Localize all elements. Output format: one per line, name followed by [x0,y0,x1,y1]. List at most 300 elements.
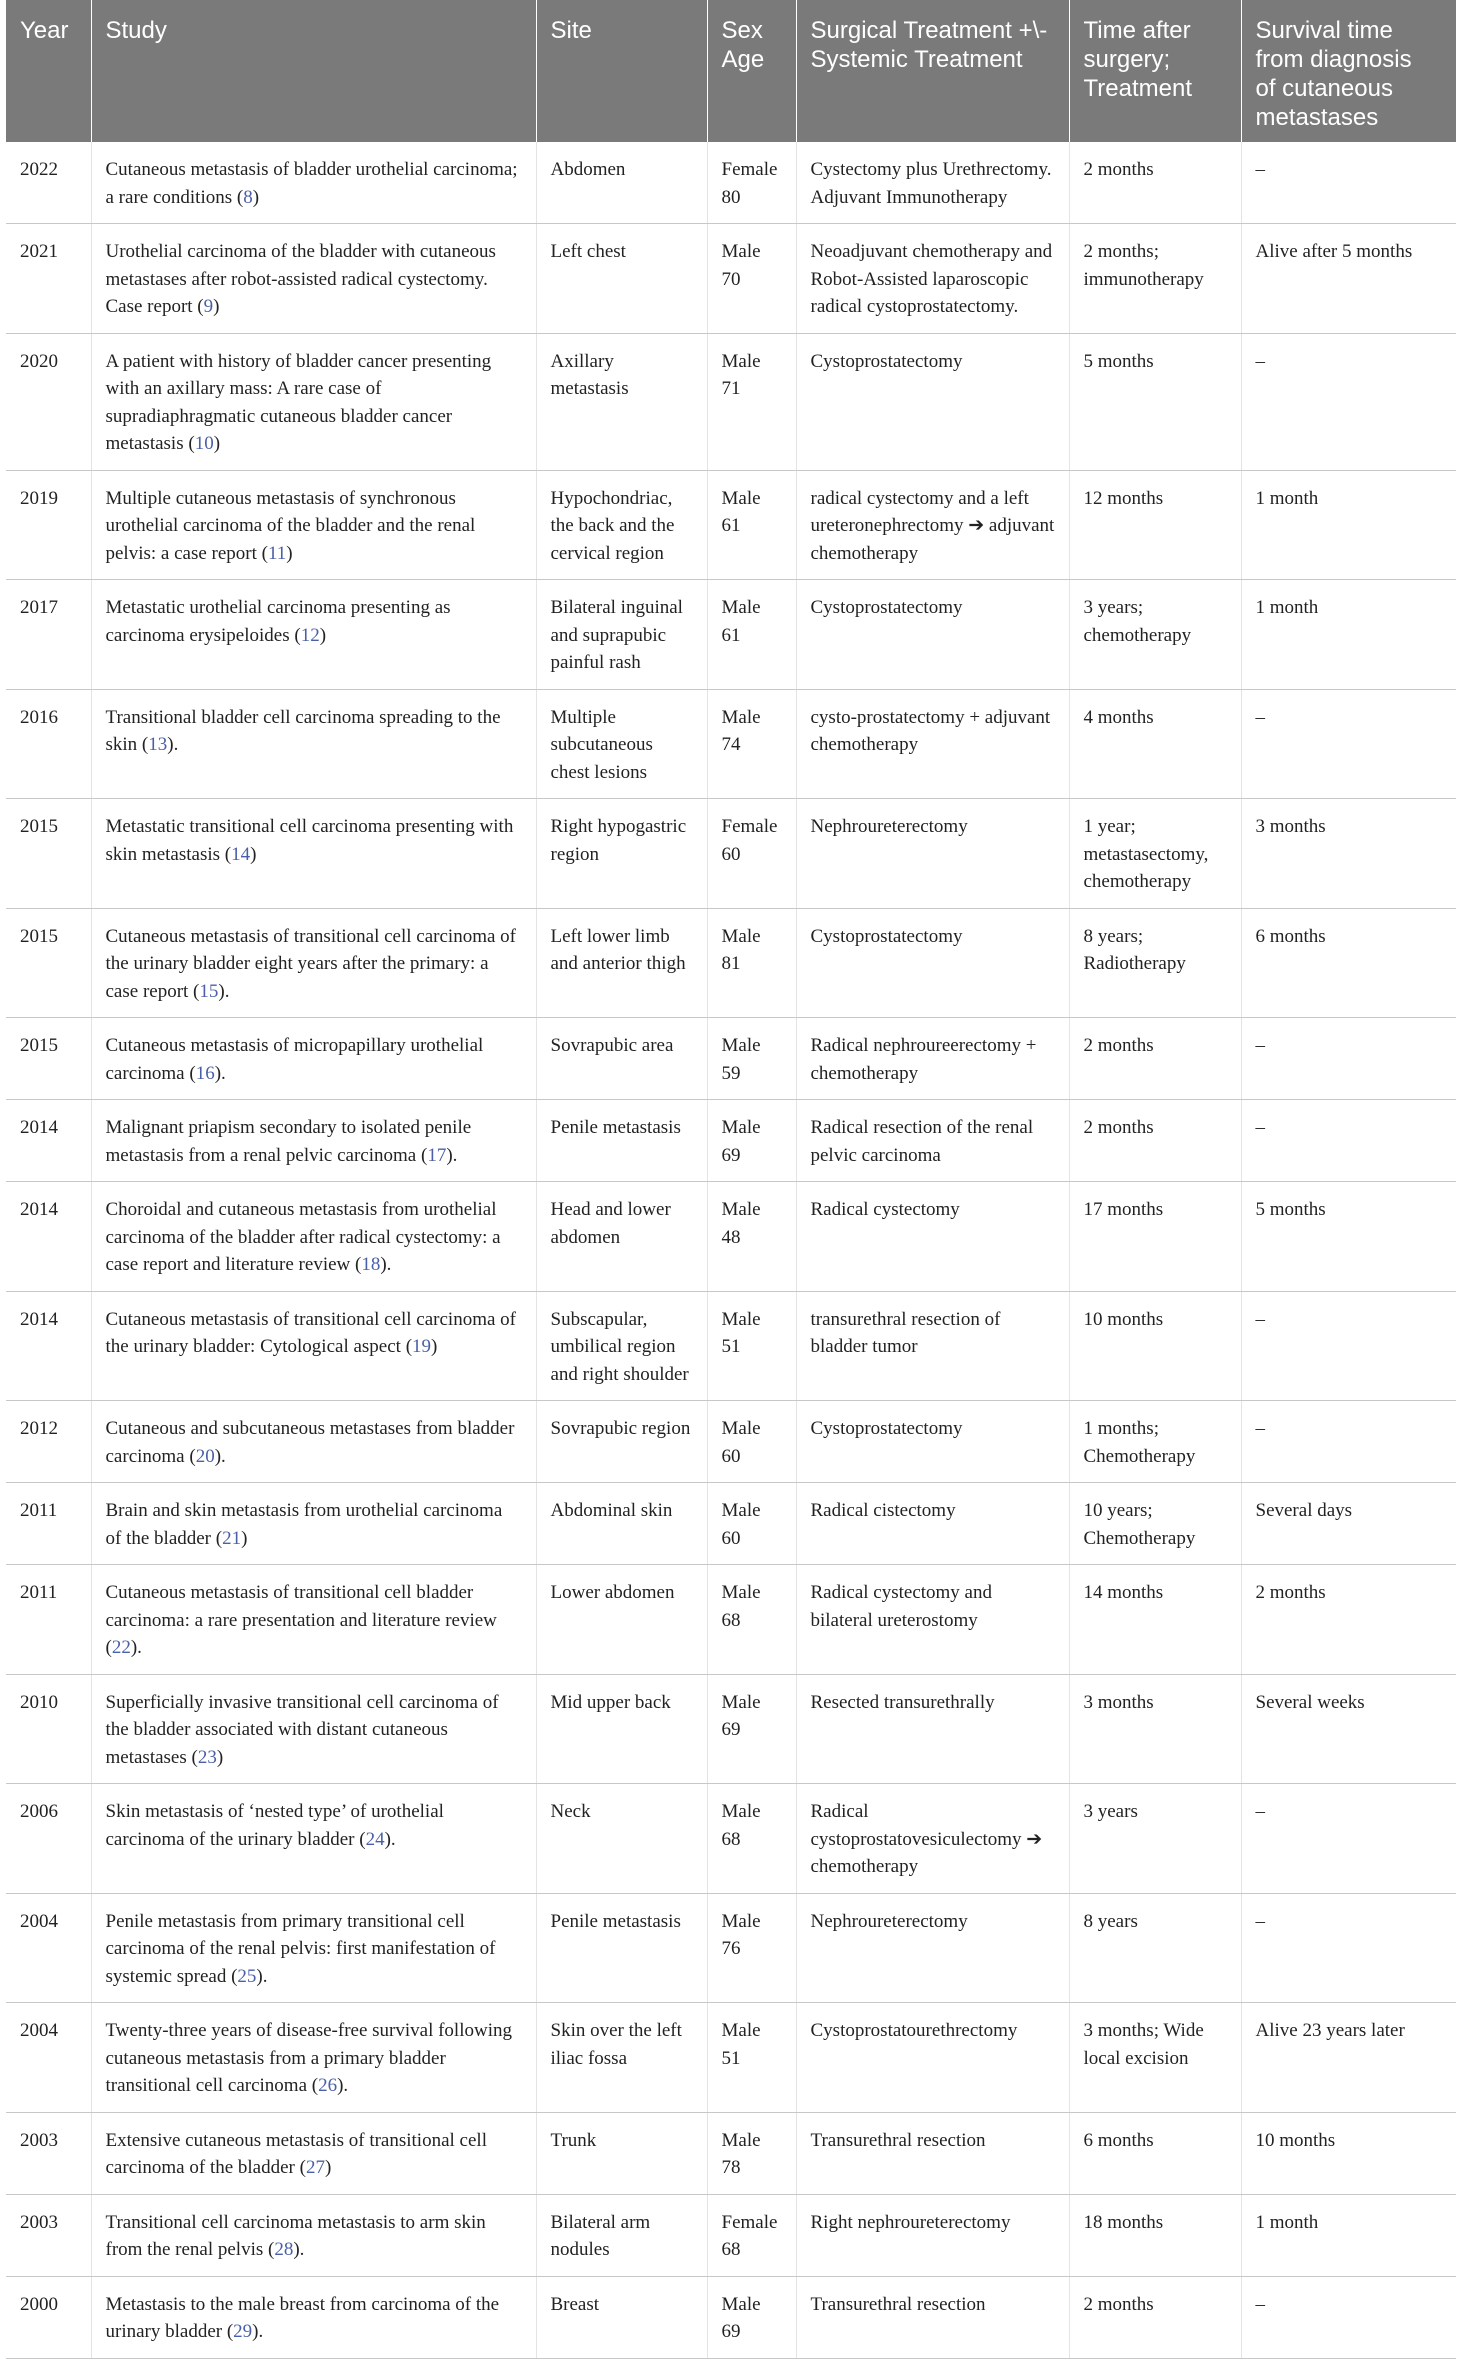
sex-age-cell [707,224,796,334]
time-after-surgery-cell [1069,224,1241,334]
site-cell [536,1893,707,2003]
site-value: Left lower limb and anterior thigh [550,925,686,974]
time-after-surgery-cell [1069,1018,1241,1100]
reference-link[interactable]: 22 [111,1637,131,1658]
study-title: Cutaneous metastasis of transitional cell carcinoma of the urinary bladder eight years after the primary: a case report ( [105,925,516,1002]
study-title: Cutaneous metastasis of micropapillary urothelial carcinoma ( [105,1035,484,1084]
surgical-treatment-value: Radical resection of the renal pelvic carcinoma [810,1117,1034,1166]
reference-link[interactable]: 27 [305,2157,325,2178]
study-title-end: ). [218,980,230,1002]
survival-time-value: Alive after 5 months [1255,241,1413,262]
survival-time-cell [1241,1182,1456,1292]
reference-link[interactable]: 28 [274,2239,294,2260]
age-value: 78 [721,2157,741,2178]
header-year [6,0,91,142]
survival-time-value: – [1255,706,1265,728]
study-cell [91,1401,536,1483]
time-after-surgery-value: 4 months [1083,706,1154,728]
year-value: 2015 [20,1035,58,1056]
sex-age-cell [707,2003,796,2113]
age-value: 61 [721,515,741,536]
sex-age-cell [707,2276,796,2358]
site-cell [536,1784,707,1894]
survival-time-value: – [1255,1910,1265,1932]
survival-time-cell [1241,333,1456,470]
table-row [6,2003,1456,2113]
table-row [6,1784,1456,1894]
time-after-surgery-value: 2 months [1083,1035,1154,1056]
study-cell [91,580,536,690]
table-header [6,0,1456,142]
sex-value: Male [721,706,761,728]
study-title: Superficially invasive transitional cell carcinoma of the bladder associated with distant cutaneous metastases ( [105,1691,499,1768]
header-label-line: of cutaneous [1255,75,1393,102]
reference-link[interactable]: 26 [318,2075,338,2096]
time-after-surgery-value: 10 months [1083,1308,1164,1330]
survival-time-cell [1241,1674,1456,1784]
study-cell [91,1674,536,1784]
year-cell [6,1182,91,1292]
survival-time-value: 6 months [1255,925,1326,947]
survival-time-value: 1 month [1255,487,1319,509]
year-value: 2003 [20,2211,58,2233]
reference-link[interactable]: 23 [197,1746,217,1768]
surgical-treatment-cell [796,580,1069,690]
year-cell [6,1674,91,1784]
study-title-end: ). [214,1445,226,1467]
surgical-treatment-cell [796,2194,1069,2276]
survival-time-cell [1241,1784,1456,1894]
table-row [6,689,1456,799]
survival-time-cell [1241,1565,1456,1675]
table-row [6,470,1456,580]
surgical-treatment-cell [796,1100,1069,1182]
year-cell [6,224,91,334]
survival-time-value: Alive 23 years later [1255,2020,1405,2041]
year-value: 2017 [20,597,58,618]
survival-time-cell [1241,1483,1456,1565]
age-value: 68 [721,1609,741,1631]
sex-age-cell [707,2194,796,2276]
study-cell [91,1565,536,1675]
site-value: Sovrapubic region [550,1418,691,1439]
sex-value: Female [721,159,778,180]
year-value: 2003 [20,2129,58,2151]
sex-value: Male [721,925,761,947]
year-cell [6,1784,91,1894]
surgical-treatment-value: Cystoprostatectomy [810,925,963,947]
survival-time-value: – [1255,159,1265,180]
sex-age-cell [707,580,796,690]
site-value: Sovrapubic area [550,1035,674,1056]
header-surgical-treatment [796,0,1069,142]
year-cell [6,908,91,1018]
study-title-end: ) [213,296,220,317]
survival-time-value: 1 month [1255,2211,1319,2233]
table-row [6,799,1456,909]
time-after-surgery-value: 3 years; chemotherapy [1083,597,1192,646]
reference-link[interactable]: 8 [243,186,253,208]
site-value: Subscapular, umbilical region and right shoulder [550,1308,689,1385]
header-label-line: Year [20,17,69,44]
study-title: Transitional bladder cell carcinoma spreading to the skin ( [105,706,501,755]
survival-time-value: 3 months [1255,816,1326,837]
time-after-surgery-cell [1069,470,1241,580]
survival-time-cell [1241,1291,1456,1401]
surgical-treatment-value: Radical nephroureerectomy + chemotherapy [810,1035,1037,1084]
surgical-treatment-cell [796,1565,1069,1675]
reference-link[interactable]: 19 [412,1336,432,1357]
header-label-line: Time after [1083,17,1191,44]
surgical-treatment-value: Cystoprostatectomy [810,597,963,618]
site-cell [536,1100,707,1182]
reference-link[interactable]: 13 [148,734,168,755]
year-value: 2000 [20,2293,58,2315]
site-cell [536,689,707,799]
sex-value: Male [721,1117,761,1138]
surgical-treatment-value: cysto-prostatectomy + adjuvant chemotherapy [810,706,1051,755]
surgical-treatment-value: Radical cystectomy and bilateral ureterostomy [810,1582,992,1631]
time-after-surgery-value: 3 months [1083,1691,1154,1713]
site-value: Mid upper back [550,1691,671,1713]
survival-time-value: 1 month [1255,597,1319,618]
study-cell [91,224,536,334]
survival-time-value: 10 months [1255,2129,1336,2151]
survival-time-cell [1241,2003,1456,2113]
survival-time-cell [1241,224,1456,334]
study-title-end: ) [252,186,260,208]
site-cell [536,142,707,224]
reference-link[interactable]: 15 [199,980,219,1002]
study-title-end: ). [384,1828,396,1850]
study-title-end: ). [167,734,179,755]
time-after-surgery-value: 1 year; metastasectomy, chemotherapy [1083,816,1209,892]
study-cell [91,333,536,470]
time-after-surgery-cell [1069,1291,1241,1401]
sex-age-cell [707,689,796,799]
site-cell [536,1565,707,1675]
surgical-treatment-cell [796,2003,1069,2113]
site-value: Neck [550,1801,591,1822]
reference-link[interactable]: 9 [203,296,214,317]
header-site [536,0,707,142]
study-title-end: ). [130,1637,142,1658]
sex-value: Female [721,816,778,837]
surgical-treatment-value: Nephroureterectomy [810,1910,968,1932]
header-label-line: Systemic Treatment [810,46,1023,73]
site-value: Hypochondriac, the back and the cervical region [550,487,675,564]
sex-value: Male [721,2293,761,2315]
site-cell [536,1182,707,1292]
study-cell [91,799,536,909]
reference-link[interactable]: 12 [300,624,320,646]
header-label-line: Survival time [1255,17,1393,44]
year-cell [6,1100,91,1182]
header-label-line: Age [721,46,765,73]
age-value: 51 [721,1336,741,1357]
time-after-surgery-value: 5 months [1083,350,1154,372]
time-after-surgery-value: 6 months [1083,2129,1154,2151]
survival-time-cell [1241,142,1456,224]
study-title-end: ) [241,1527,248,1549]
site-cell [536,2276,707,2358]
survival-time-cell [1241,908,1456,1018]
sex-value: Male [721,1308,761,1330]
table-row [6,1674,1456,1784]
year-value: 2014 [20,1308,58,1330]
site-cell [536,2194,707,2276]
time-after-surgery-cell [1069,689,1241,799]
reference-link[interactable]: 24 [365,1828,385,1850]
time-after-surgery-cell [1069,1674,1241,1784]
survival-time-value: Several weeks [1255,1691,1365,1713]
sex-value: Male [721,1910,761,1932]
year-cell [6,142,91,224]
surgical-treatment-cell [796,689,1069,799]
site-cell [536,470,707,580]
time-after-surgery-cell [1069,1100,1241,1182]
surgical-treatment-value: Nephroureterectomy [810,816,968,837]
survival-time-cell [1241,689,1456,799]
site-value: Penile metastasis [550,1117,681,1138]
year-cell [6,1893,91,2003]
study-title: Brain and skin metastasis from urothelial carcinoma of the bladder ( [105,1500,503,1549]
survival-time-cell [1241,470,1456,580]
time-after-surgery-value: 2 months [1083,159,1154,180]
sex-value: Male [721,2129,761,2151]
reference-link[interactable]: 16 [195,1062,215,1084]
study-cell [91,1784,536,1894]
year-value: 2011 [20,1582,58,1603]
time-after-surgery-cell [1069,1893,1241,2003]
study-title: Cutaneous metastasis of transitional cell carcinoma of the urinary bladder: Cytological aspect ( [105,1308,516,1357]
year-cell [6,470,91,580]
year-cell [6,1401,91,1483]
surgical-treatment-value: Cystoprostatectomy [810,350,963,372]
study-title: Cutaneous and subcutaneous metastases from bladder carcinoma ( [105,1418,515,1467]
survival-time-cell [1241,2112,1456,2194]
sex-value: Male [721,597,761,618]
study-title-end: ) [286,542,293,564]
study-title-end: ). [214,1062,226,1084]
surgical-treatment-value: radical cystectomy and a left ureteronephrectomy ➔ adjuvant chemotherapy [810,487,1055,564]
study-cell [91,2194,536,2276]
site-value: Axillary metastasis [550,350,629,399]
header-label-line: Site [550,17,592,44]
table-row [6,1018,1456,1100]
table-row [6,2112,1456,2194]
surgical-treatment-value: Cystoprostatectomy [810,1418,963,1439]
time-after-surgery-cell [1069,333,1241,470]
header-label-line: Study [105,17,167,44]
year-value: 2015 [20,925,58,947]
study-title-end: ) [324,2157,332,2178]
year-value: 2012 [20,1418,58,1439]
time-after-surgery-value: 18 months [1083,2211,1164,2233]
sex-age-cell [707,470,796,580]
surgical-treatment-cell [796,908,1069,1018]
survival-time-value: – [1255,1117,1265,1138]
year-value: 2014 [20,1199,58,1220]
sex-value: Male [721,1582,761,1603]
study-cell [91,142,536,224]
year-cell [6,1565,91,1675]
sex-value: Male [721,2020,761,2041]
time-after-surgery-value: 8 years; Radiotherapy [1083,925,1186,974]
survival-time-value: – [1255,350,1265,372]
surgical-treatment-cell [796,1182,1069,1292]
sex-age-cell [707,1182,796,1292]
reference-link[interactable]: 18 [361,1254,381,1275]
time-after-surgery-value: 3 years [1083,1801,1138,1822]
time-after-surgery-cell [1069,1565,1241,1675]
surgical-treatment-cell [796,2112,1069,2194]
site-value: Multiple subcutaneous chest lesions [550,706,653,783]
study-title-end: ). [252,2321,264,2342]
age-value: 69 [721,1144,741,1166]
reference-link[interactable]: 14 [231,843,251,865]
sex-value: Male [721,350,761,372]
site-cell [536,2112,707,2194]
sex-value: Male [721,1418,761,1439]
survival-time-value: 5 months [1255,1199,1326,1220]
year-value: 2004 [20,1910,58,1932]
reference-link[interactable]: 20 [195,1445,215,1467]
survival-time-cell [1241,580,1456,690]
time-after-surgery-cell [1069,1784,1241,1894]
year-value: 2020 [20,350,58,372]
table-row [6,2276,1456,2358]
study-cell [91,1018,536,1100]
year-value: 2011 [20,1500,58,1521]
year-cell [6,2276,91,2358]
table-row [6,1401,1456,1483]
surgical-treatment-value: Right nephroureterectomy [810,2211,1011,2233]
survival-time-cell [1241,1893,1456,2003]
year-cell [6,1483,91,1565]
surgical-treatment-cell [796,1291,1069,1401]
reference-link[interactable]: 17 [427,1144,447,1166]
time-after-surgery-value: 1 months; Chemotherapy [1083,1418,1196,1467]
table-row [6,908,1456,1018]
sex-value: Male [721,1691,761,1713]
header-label-line: from diagnosis [1255,46,1412,73]
case-reports-table [6,0,1456,2359]
table-row [6,2194,1456,2276]
surgical-treatment-value: Radical cystoprostatovesiculectomy ➔ chemotherapy [810,1801,1043,1877]
survival-time-cell [1241,1401,1456,1483]
year-value: 2021 [20,241,58,262]
age-value: 60 [721,1445,741,1467]
surgical-treatment-value: Resected transurethrally [810,1691,995,1713]
sex-value: Male [721,1199,761,1220]
surgical-treatment-value: Radical cistectomy [810,1500,956,1521]
surgical-treatment-cell [796,1674,1069,1784]
time-after-surgery-cell [1069,1401,1241,1483]
sex-age-cell [707,142,796,224]
age-value: 69 [721,1719,741,1740]
time-after-surgery-value: 2 months [1083,1117,1154,1138]
study-cell [91,470,536,580]
surgical-treatment-value: Neoadjuvant chemotherapy and Robot-Assisted laparoscopic radical cystoprostatectomy. [810,241,1053,317]
sex-age-cell [707,1893,796,2003]
time-after-surgery-cell [1069,2112,1241,2194]
sex-age-cell [707,1565,796,1675]
sex-age-cell [707,1018,796,1100]
reference-link[interactable]: 25 [237,1965,257,1987]
study-title: Multiple cutaneous metastasis of synchronous urothelial carcinoma of the bladder and the renal pelvis: a case report ( [105,487,476,564]
reference-link[interactable]: 11 [267,542,287,564]
survival-time-value: – [1255,1801,1265,1822]
age-value: 76 [721,1938,741,1959]
year-cell [6,2112,91,2194]
study-title: Metastasis to the male breast from carcinoma of the urinary bladder ( [105,2293,500,2342]
header-label-line: Surgical Treatment +\- [810,17,1048,44]
site-cell [536,1401,707,1483]
survival-time-value: Several days [1255,1500,1353,1521]
site-cell [536,333,707,470]
survival-time-cell [1241,799,1456,909]
survival-time-cell [1241,2276,1456,2358]
site-value: Penile metastasis [550,1910,681,1932]
site-value: Trunk [550,2129,597,2151]
site-value: Lower abdomen [550,1582,675,1603]
study-title: Urothelial carcinoma of the bladder with cutaneous metastases after robot-assisted radical cystectomy. Case report ( [105,241,496,317]
reference-link[interactable]: 29 [233,2321,253,2342]
sex-value: Male [721,487,761,509]
study-title: Malignant priapism secondary to isolated penile metastasis from a renal pelvic carcinoma ( [105,1117,472,1166]
surgical-treatment-value: transurethral resection of bladder tumor [810,1308,1001,1357]
study-title-end: ) [431,1336,438,1357]
sex-age-cell [707,333,796,470]
study-cell [91,2003,536,2113]
header-study [91,0,536,142]
time-after-surgery-cell [1069,799,1241,909]
sex-value: Male [721,241,761,262]
site-cell [536,1018,707,1100]
study-cell [91,1291,536,1401]
age-value: 61 [721,624,741,646]
site-value: Breast [550,2293,600,2315]
table-row [6,224,1456,334]
reference-link[interactable]: 21 [222,1527,242,1549]
age-value: 59 [721,1062,741,1084]
study-title: A patient with history of bladder cancer presenting with an axillary mass: A rare case of supradiaphragmatic cutaneous bladder cancer metastasis ( [105,350,492,454]
header-label-line: surgery; [1083,46,1171,73]
year-cell [6,1018,91,1100]
surgical-treatment-cell [796,333,1069,470]
surgical-treatment-cell [796,2276,1069,2358]
site-cell [536,908,707,1018]
site-cell [536,2003,707,2113]
study-title: Penile metastasis from primary transitional cell carcinoma of the renal pelvis: first manifestation of systemic spread ( [105,1910,496,1987]
year-cell [6,2194,91,2276]
reference-link[interactable]: 10 [194,433,214,454]
surgical-treatment-value: Transurethral resection [810,2129,986,2151]
surgical-treatment-cell [796,1401,1069,1483]
table-row [6,1291,1456,1401]
sex-age-cell [707,908,796,1018]
year-value: 2004 [20,2020,58,2041]
site-cell [536,799,707,909]
table-row [6,1483,1456,1565]
study-title-end: ) [319,624,327,646]
site-value: Abdomen [550,159,626,180]
sex-age-cell [707,1401,796,1483]
study-cell [91,689,536,799]
surgical-treatment-value: Cystoprostatourethrectomy [810,2020,1018,2041]
year-value: 2014 [20,1117,58,1138]
